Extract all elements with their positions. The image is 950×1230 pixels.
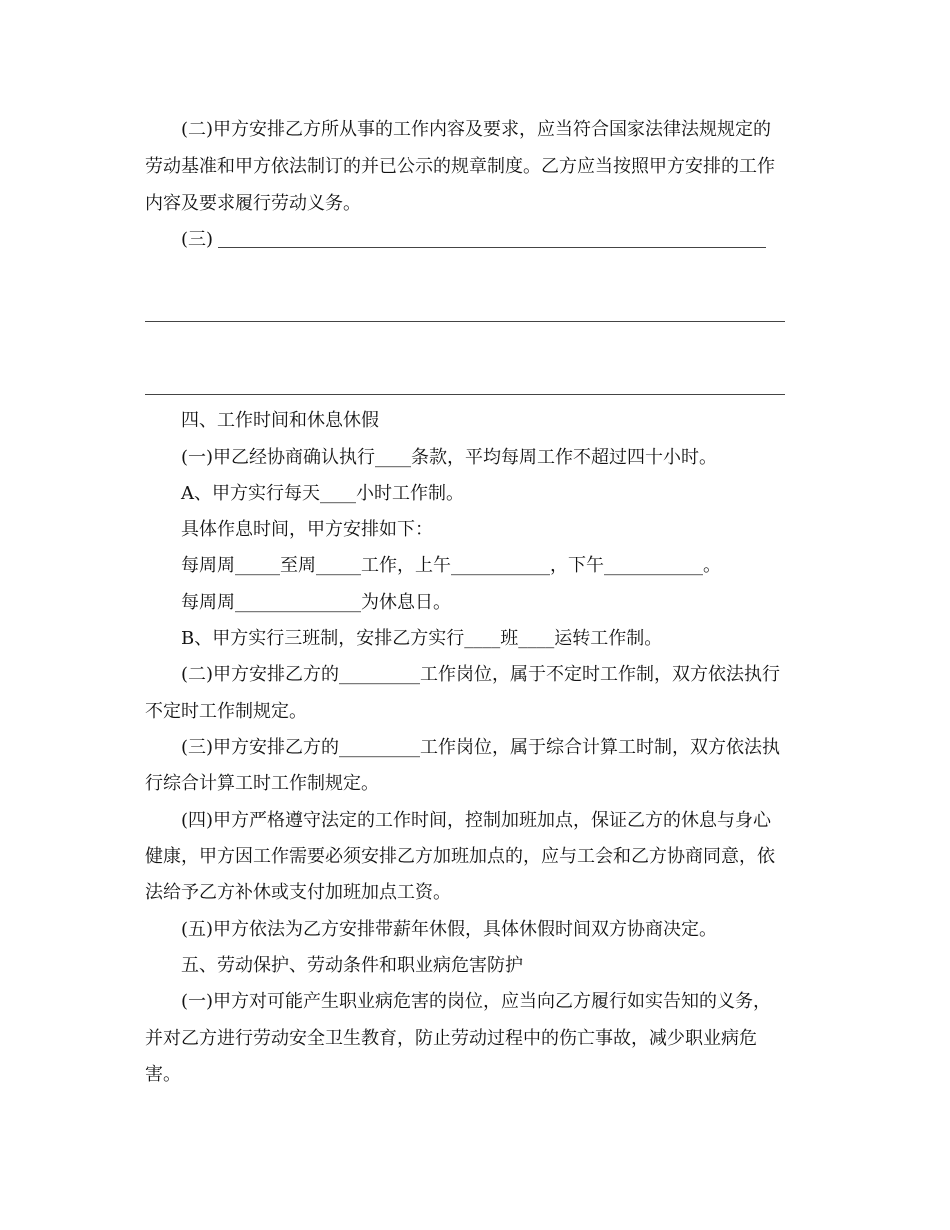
paragraph-line: (三) [181,229,214,250]
paragraph-line: 害。 [145,1064,181,1085]
paragraph-line: (一)甲方对可能产生职业病危害的岗位，应当向乙方履行如实告知的义务， [181,991,772,1012]
paragraph-line: 每周周______________为休息日。 [181,592,451,613]
paragraph-line: 内容及要求履行劳动义务。 [145,193,361,214]
paragraph-line: A、甲方实行每天____小时工作制。 [181,483,464,504]
paragraph-line: B、甲方实行三班制，安排乙方实行____班____运转工作制。 [181,628,663,649]
paragraph-line: (三)甲方安排乙方的_________工作岗位，属于综合计算工时制，双方依法执 [181,737,781,758]
paragraph-line: 并对乙方进行劳动安全卫生教育，防止劳动过程中的伤亡事故，减少职业病危 [145,1028,757,1049]
paragraph-line: (一)甲乙经协商确认执行____条款，平均每周工作不超过四十小时。 [181,447,718,468]
blank-fill-line [218,247,766,248]
paragraph-line: 劳动基准和甲方依法制订的并已公示的规章制度。乙方应当按照甲方安排的工作 [145,156,775,177]
section-heading: 五、劳动保护、劳动条件和职业病危害防护 [181,955,523,976]
paragraph-line: 行综合计算工时工作制规定。 [145,773,379,794]
section-heading: 四、工作时间和休息休假 [181,410,379,431]
paragraph-line: (四)甲方严格遵守法定的工作时间，控制加班加点，保证乙方的休息与身心 [181,810,772,831]
paragraph-line: 具体作息时间，甲方安排如下： [181,519,433,540]
paragraph-line: 每周周_____至周_____工作，上午___________，下午___________。 [181,555,721,576]
paragraph-line: 健康，甲方因工作需要必须安排乙方加班加点的，应与工会和乙方协商同意，依 [145,846,775,867]
paragraph-line: 不定时工作制规定。 [145,701,307,722]
paragraph-line: (五)甲方依法为乙方安排带薪年休假，具体休假时间双方协商决定。 [181,919,718,940]
paragraph-line: (二)甲方安排乙方所从事的工作内容及要求，应当符合国家法律法规规定的 [181,119,772,140]
paragraph-line: 法给予乙方补休或支付加班加点工资。 [145,882,451,903]
paragraph-line: (二)甲方安排乙方的_________工作岗位，属于不定时工作制，双方依法执行 [181,664,781,685]
blank-fill-line [145,321,785,322]
blank-fill-line [145,394,785,395]
